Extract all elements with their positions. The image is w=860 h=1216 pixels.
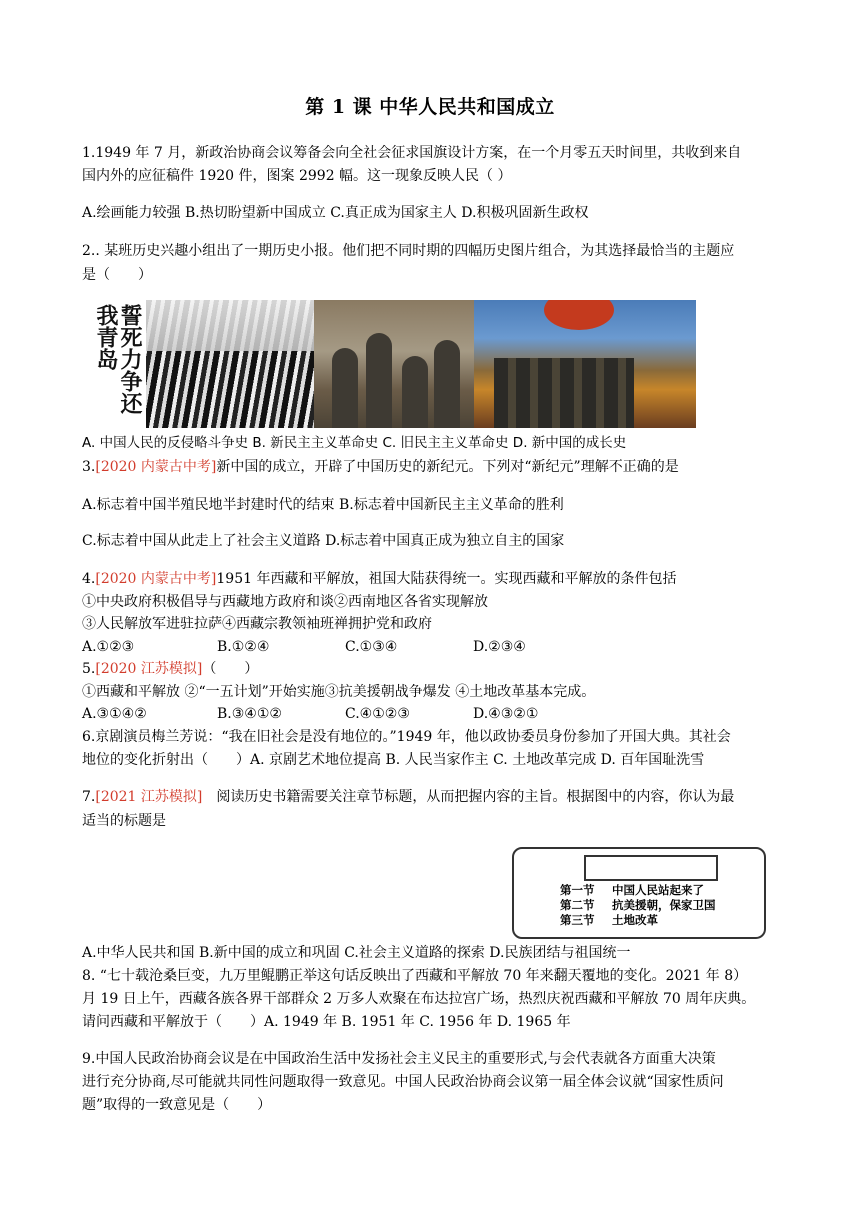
q9-stem-line3: 题”取得的一致意见是（ ） <box>82 1097 272 1113</box>
photo-founding-ceremony <box>474 300 696 428</box>
photo-crowd-protest <box>146 300 314 428</box>
q7-section-1: 第一节 中国人民站起来了 <box>560 883 704 897</box>
q7-source-tag: [2021 江苏模拟] <box>95 789 203 805</box>
q2-stem-line2: 是（ ） <box>82 267 152 283</box>
q2-photo-strip <box>86 300 696 428</box>
q7-stem: 7.[2021 江苏模拟] 阅读历史书籍需要关注章节标题，从而把握内容的主旨。根据图中的内容，你认为最 <box>82 789 735 805</box>
q7-blank-title-box <box>584 855 718 881</box>
q4-item-line1: ①中央政府积极倡导与西藏地方政府和谈②西南地区各省实现解放 <box>82 594 488 610</box>
q1-stem-line2: 国内外的应征稿件 1920 件，图案 2992 幅。这一现象反映人民（ ） <box>82 168 512 184</box>
q4-item-line2: ③人民解放军进驻拉萨④西藏宗教领袖班禅拥护党和政府 <box>82 616 432 632</box>
q1-options: A.绘画能力较强 B.热切盼望新中国成立 C.真正成为国家主人 D.积极巩固新生政权 <box>82 205 589 221</box>
q3-source-tag: [2020 内蒙古中考] <box>95 459 217 475</box>
q5-stem: 5.[2020 江苏模拟]（ ） <box>82 661 259 677</box>
q7-options: A.中华人民共和国 B.新中国的成立和巩固 C.社会主义道路的探索 D.民族团结与祖国统一 <box>82 945 631 961</box>
q7-chapter-figure <box>512 847 766 939</box>
q8-stem-line2: 月 19 日上午，西藏各族各界干部群众 2 万多人欢聚在布达拉宫广场，热烈庆祝西藏和平解放 70 周年庆典。 <box>82 991 756 1007</box>
q6-stem-line1: 6.京剧演员梅兰芳说：“我在旧社会是没有地位的。”1949 年，他以政协委员身份参加了开国大典。其社会 <box>82 729 731 745</box>
q5-options: A.③①④② B.③④①② C.④①②③ D.④③②① <box>82 706 539 722</box>
q3-options-line1: A.标志着中国半殖民地半封建时代的结束 B.标志着中国新民主主义革命的胜利 <box>82 497 564 513</box>
q7-section-3: 第三节 土地改革 <box>560 913 658 927</box>
q9-stem-line1: 9.中国人民政治协商会议是在中国政治生活中发扬社会主义民主的重要形式,与会代表就各方面重大决策 <box>82 1051 716 1067</box>
q3-options-line2: C.标志着中国从此走上了社会主义道路 D.标志着中国真正成为独立自主的国家 <box>82 533 565 549</box>
q5-source-tag: [2020 江苏模拟] <box>95 661 203 677</box>
q9-stem-line2: 进行充分协商,尽可能就共同性问题取得一致意见。中国人民政治协商会议第一届全体会议就“国家性质问 <box>82 1074 724 1090</box>
lesson-title: 第 1 课 中华人民共和国成立 <box>305 96 555 118</box>
q4-options: A.①②③ B.①②④ C.①③④ D.②③④ <box>82 639 526 655</box>
q7-stem-line2: 适当的标题是 <box>82 813 166 829</box>
q3-stem: 3.[2020 内蒙古中考]新中国的成立，开辟了中国历史的新纪元。下列对“新纪元”理解不正确的是 <box>82 459 679 475</box>
q4-stem: 4.[2020 内蒙古中考]1951 年西藏和平解放，祖国大陆获得统一。实现西藏和平解放的条件包括 <box>82 571 677 587</box>
q4-source-tag: [2020 内蒙古中考] <box>95 571 217 587</box>
q7-section-list <box>560 883 716 928</box>
photo-march-soldiers <box>314 300 474 428</box>
q2-stem-line1: 2.. 某班历史兴趣小组出了一期历史小报。他们把不同时期的四幅历史图片组合，为其选择最恰当的主题应 <box>82 243 735 259</box>
q5-items: ①西藏和平解放 ②“一五计划”开始实施③抗美援朝战争爆发 ④土地改革基本完成。 <box>82 684 596 700</box>
q6-stem-line2: 地位的变化折射出（ ）A. 京剧艺术地位提高 B. 人民当家作主 C. 土地改革完成 D. 百年国耻洗雪 <box>82 752 705 768</box>
photo-calligraphy-slogan <box>86 300 146 428</box>
q8-stem-line3: 请问西藏和平解放于（ ）A. 1949 年 B. 1951 年 C. 1956 年 D. 1965 年 <box>82 1014 571 1030</box>
q2-options: A. 中国人民的反侵略斗争史 B. 新民主主义革命史 C. 旧民主主义革命史 D. 新中国的成长史 <box>82 435 627 451</box>
q7-section-2: 第二节 抗美援朝，保家卫国 <box>560 898 716 912</box>
q1-stem-line1: 1.1949 年 7 月，新政治协商会议筹备会向全社会征求国旗设计方案，在一个月零五天时间里，共收到来自 <box>82 145 742 161</box>
photo-slogan-text: 誓死力争还我青岛 <box>93 304 143 414</box>
q8-stem-line1: 8. “七十载沧桑巨变，九万里鲲鹏正举这句话反映出了西藏和平解放 70 年来翻天覆地的变化。2021 年 8） <box>82 968 748 984</box>
